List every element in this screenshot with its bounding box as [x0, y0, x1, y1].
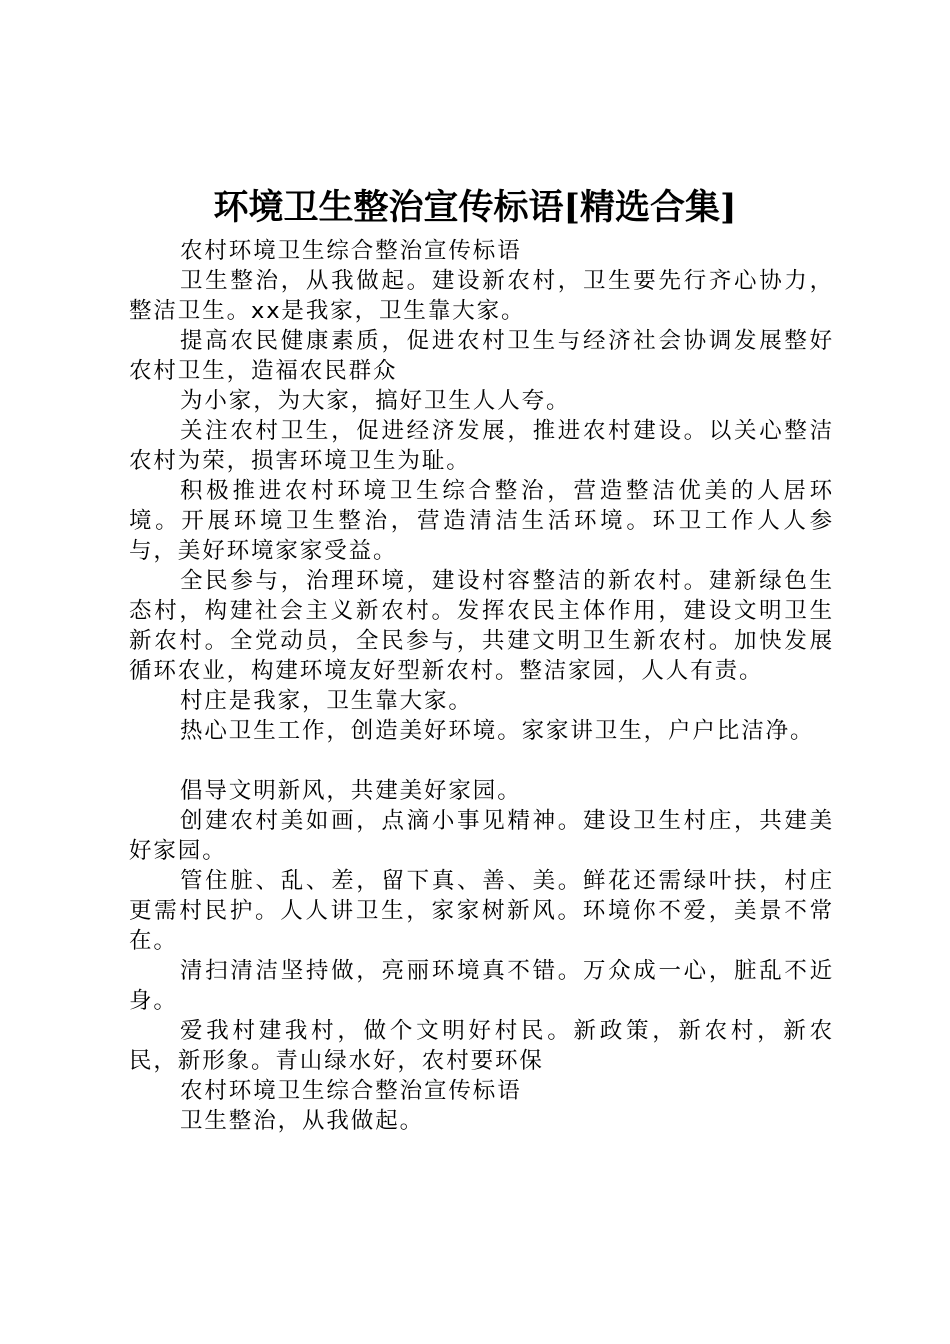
paragraph: 村庄是我家，卫生靠大家。 [180, 688, 473, 714]
paragraph: 清扫清洁坚持做，亮丽环境真不错。万众成一心，脏乱不近身。 [129, 958, 834, 1014]
paragraph: 关注农村卫生，促进经济发展，推进农村建设。以关心整洁农村为荣，损害环境卫生为耻。 [129, 418, 834, 474]
paragraph: 创建农村美如画，点滴小事见精神。建设卫生村庄，共建美好家园。 [129, 808, 834, 864]
paragraph: 倡导文明新风，共建美好家园。 [180, 778, 522, 804]
paragraph: 卫生整治，从我做起。 [180, 1108, 425, 1134]
paragraph: 爱我村建我村，做个文明好村民。新政策，新农村，新农民，新形象。青山绿水好，农村要环保 [129, 1018, 834, 1074]
paragraph: 积极推进农村环境卫生综合整治，营造整洁优美的人居环境。开展环境卫生整治，营造清洁生活环境。环卫工作人人参与，美好环境家家受益。 [129, 478, 834, 564]
paragraph: 提高农民健康素质，促进农村卫生与经济社会协调发展整好农村卫生，造福农民群众 [129, 328, 834, 384]
paragraph: 为小家，为大家，搞好卫生人人夸。 [180, 388, 571, 414]
blank-line [129, 746, 834, 776]
paragraph: 全民参与，治理环境，建设村容整洁的新农村。建新绿色生态村，构建社会主义新农村。发挥农民主体作用，建设文明卫生新农村。全党动员，全民参与，共建文明卫生新农村。加快发展循环农业，构建环境友好型新农村。整洁家园，人人有责。 [129, 568, 834, 684]
document-title: 环境卫生整治宣传标语[精选合集] [213, 187, 737, 228]
paragraph: 热心卫生工作，创造美好环境。家家讲卫生，户户比洁净。 [180, 718, 815, 744]
paragraph: 管住脏、乱、差，留下真、善、美。鲜花还需绿叶扶，村庄更需村民护。人人讲卫生，家家树新风。环境你不爱，美景不常在。 [129, 868, 834, 954]
paragraph: 卫生整治，从我做起。建设新农村，卫生要先行齐心协力，整洁卫生。xx是我家，卫生靠大家。 [129, 268, 834, 324]
paragraph: 农村环境卫生综合整治宣传标语 [180, 238, 522, 264]
paragraph: 农村环境卫生综合整治宣传标语 [180, 1078, 522, 1104]
document-body [129, 236, 834, 1136]
